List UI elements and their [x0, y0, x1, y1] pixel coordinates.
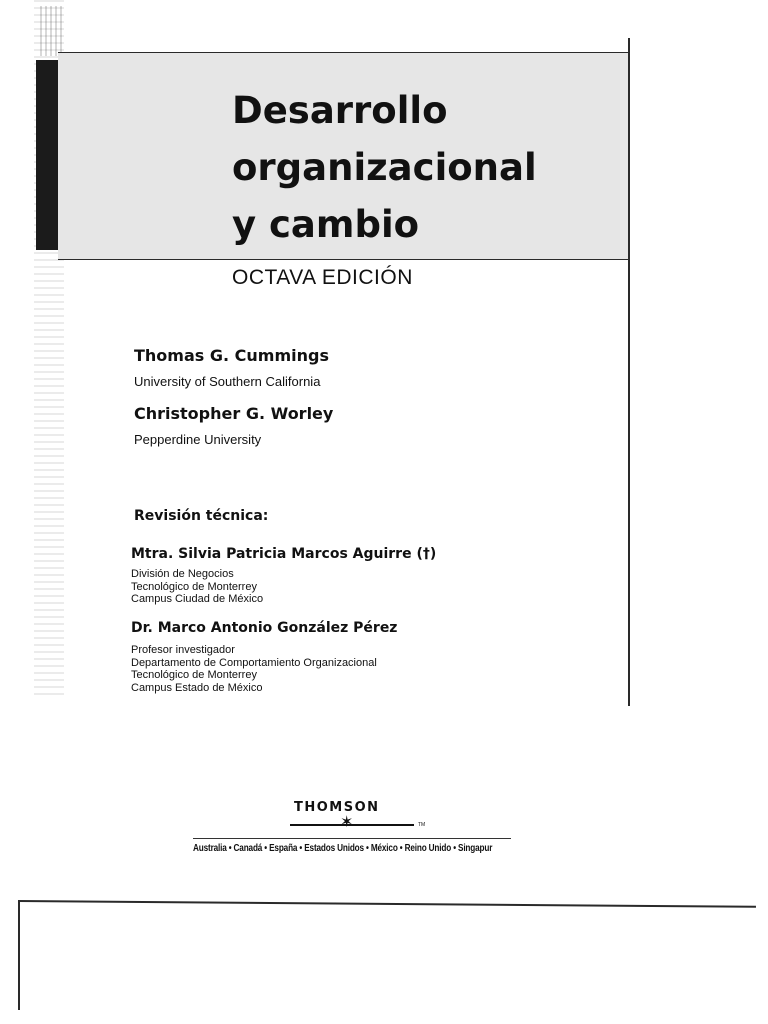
right-border-rule [628, 38, 630, 706]
scan-corner-shadow [40, 6, 62, 56]
reviewer-detail-line: Campus Ciudad de México [131, 593, 264, 605]
bottom-border-rule [18, 900, 756, 907]
reviewer-detail-line: División de Negocios [131, 568, 234, 580]
author-affiliation: Pepperdine University [134, 432, 262, 447]
book-title [232, 82, 537, 253]
reviewer-detail-line: Tecnológico de Monterrey [131, 580, 257, 593]
publisher-logo-text: THOMSON [294, 800, 380, 815]
author-name: Thomas G. Cummings [134, 346, 329, 365]
edition-label: OCTAVA EDICIÓN [232, 266, 413, 289]
reviewer-detail-line: Campus Estado de México [131, 681, 263, 694]
reviewer-detail-line: Departamento de Comportamiento Organizacional [131, 656, 377, 669]
author-affiliation: University of Southern California [134, 374, 321, 389]
title-line: organizacional [232, 146, 537, 189]
reviewer-detail-line: Profesor investigador [131, 644, 235, 656]
author-name: Christopher G. Worley [134, 404, 334, 423]
reviewer-detail-line: Tecnológico de Monterrey [131, 669, 257, 681]
reviewer-details [131, 644, 377, 694]
publisher-address-rule [193, 838, 511, 839]
reviewer-name: Mtra. Silvia Patricia Marcos Aguirre (†) [131, 546, 437, 562]
trademark-mark: TM [418, 822, 426, 828]
scan-edge-dark-strip [36, 60, 58, 250]
star-icon: ✶ [340, 814, 354, 831]
publisher-countries: Australia • Canadá • España • Estados Unidos • México • Reino Unido • Singapur [193, 843, 493, 854]
title-line: Desarrollo [232, 89, 448, 132]
reviewer-name: Dr. Marco Antonio González Pérez [131, 620, 398, 636]
technical-review-heading: Revisión técnica: [134, 508, 269, 524]
reviewer-details [131, 568, 263, 606]
title-line: y cambio [232, 203, 420, 246]
bottom-left-border-rule [18, 900, 20, 1010]
